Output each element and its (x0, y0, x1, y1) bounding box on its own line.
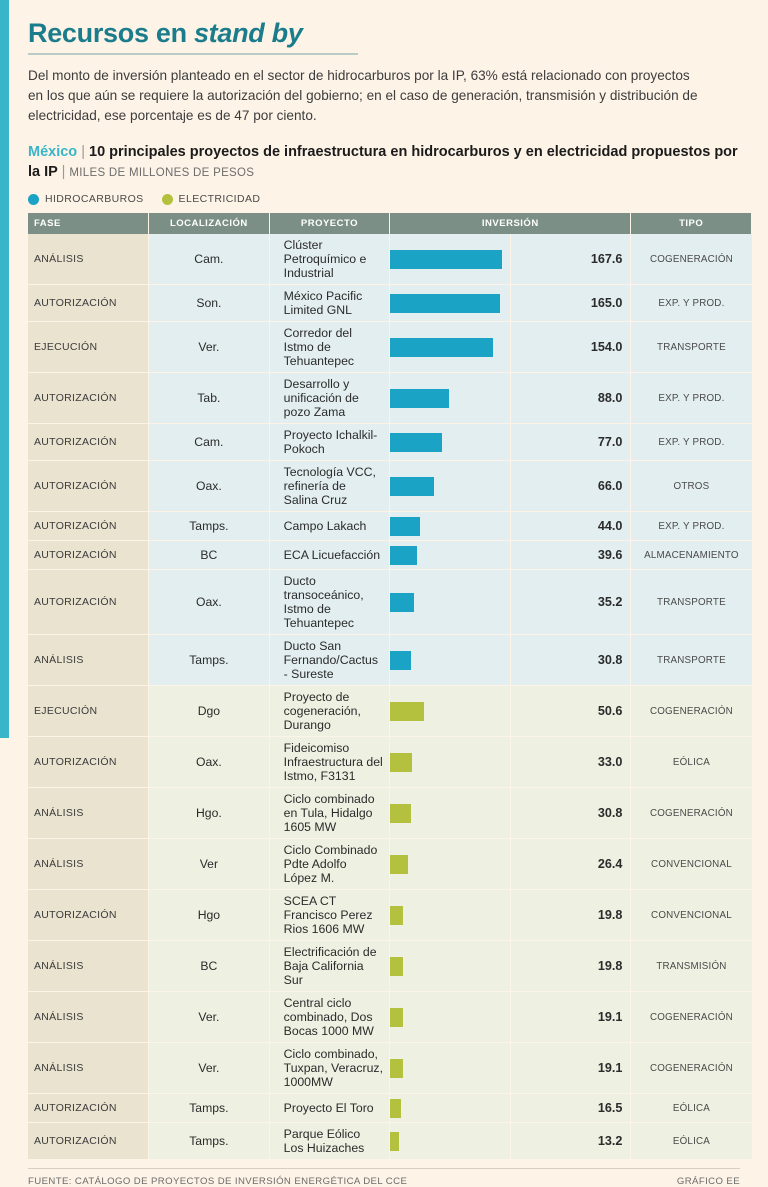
inversion-bar (390, 1059, 403, 1078)
table-row (28, 322, 752, 373)
chart-subhead (28, 142, 746, 183)
inversion-bar (390, 753, 412, 772)
cell-localizacion: Tamps. (149, 1094, 270, 1123)
cell-localizacion: BC (149, 941, 270, 992)
cell-fase: AUTORIZACIÓN (28, 570, 149, 635)
title-emphasis: stand by (193, 18, 303, 48)
cell-fase: AUTORIZACIÓN (28, 890, 149, 941)
cell-inversion-value: 39.6 (510, 541, 631, 570)
accent-bar (0, 0, 9, 738)
projects-table (28, 213, 752, 1160)
cell-inversion-bar (390, 686, 511, 737)
legend-dot-icon (28, 194, 39, 205)
cell-inversion-value: 44.0 (510, 512, 631, 541)
chart-title: 10 principales proyectos de infraestructura en hidrocarburos y en electricidad propuestos por la IP (28, 144, 738, 180)
inversion-bar (390, 906, 403, 925)
cell-inversion-bar (390, 1094, 511, 1123)
cell-localizacion: Son. (149, 285, 270, 322)
cell-localizacion: Hgo. (149, 788, 270, 839)
cell-fase: ANÁLISIS (28, 788, 149, 839)
chart-legend (28, 193, 746, 205)
cell-inversion-bar (390, 373, 511, 424)
table-body (28, 234, 752, 1160)
cell-tipo: TRANSPORTE (631, 635, 752, 686)
legend-dot-icon (162, 194, 173, 205)
column-header-fase: FASE (28, 213, 149, 234)
title-text: Recursos en (28, 18, 194, 48)
cell-localizacion: Ver. (149, 992, 270, 1043)
cell-fase: AUTORIZACIÓN (28, 1094, 149, 1123)
cell-inversion-bar (390, 285, 511, 322)
cell-localizacion: Tamps. (149, 635, 270, 686)
table-row (28, 461, 752, 512)
cell-tipo: EXP. Y PROD. (631, 512, 752, 541)
cell-inversion-bar (390, 512, 511, 541)
table-header-row (28, 213, 752, 234)
cell-tipo: EÓLICA (631, 1094, 752, 1123)
inversion-bar (390, 702, 424, 721)
table-row (28, 890, 752, 941)
table-row (28, 373, 752, 424)
inversion-bar (390, 477, 434, 496)
cell-inversion-bar (390, 737, 511, 788)
cell-tipo: ALMACENAMIENTO (631, 541, 752, 570)
deck-paragraph: Del monto de inversión planteado en el sector de hidrocarburos por la IP, 63% está relacionado con proyectos en los que aún se requiere la autorización del gobierno; en el caso de generación, transmisión y distribución de electricidad, ese porcentaje es de 47 por ciento. (28, 68, 698, 123)
cell-proyecto: Tecnología VCC, refinería de Salina Cruz (269, 461, 390, 512)
source-note: FUENTE: CATÁLOGO DE PROYECTOS DE INVERSIÓN ENERGÉTICA DEL CCE (28, 1176, 408, 1187)
cell-localizacion: Cam. (149, 234, 270, 285)
legend-label: ELECTRICIDAD (178, 193, 261, 205)
inversion-bar (390, 433, 441, 452)
inversion-bar (390, 855, 408, 874)
cell-inversion-bar (390, 839, 511, 890)
cell-localizacion: BC (149, 541, 270, 570)
cell-inversion-value: 19.1 (510, 992, 631, 1043)
chart-units: MILES DE MILLONES DE PESOS (69, 167, 255, 179)
cell-tipo: OTROS (631, 461, 752, 512)
cell-tipo: TRANSPORTE (631, 322, 752, 373)
cell-inversion-bar (390, 941, 511, 992)
cell-proyecto: Ducto San Fernando/Cactus - Sureste (269, 635, 390, 686)
inversion-bar (390, 1132, 399, 1151)
cell-inversion-value: 19.1 (510, 1043, 631, 1094)
table-row (28, 635, 752, 686)
inversion-bar (390, 517, 419, 536)
cell-proyecto: Ducto transoceánico, Istmo de Tehuantepec (269, 570, 390, 635)
cell-tipo: CONVENCIONAL (631, 890, 752, 941)
cell-inversion-bar (390, 992, 511, 1043)
inversion-bar (390, 1008, 403, 1027)
cell-fase: ANÁLISIS (28, 635, 149, 686)
cell-tipo: EXP. Y PROD. (631, 285, 752, 322)
cell-localizacion: Dgo (149, 686, 270, 737)
table-row (28, 941, 752, 992)
cell-proyecto: Proyecto de cogeneración, Durango (269, 686, 390, 737)
cell-tipo: COGENERACIÓN (631, 686, 752, 737)
cell-proyecto: Electrificación de Baja California Sur (269, 941, 390, 992)
cell-inversion-value: 19.8 (510, 890, 631, 941)
cell-inversion-bar (390, 424, 511, 461)
inversion-bar (390, 338, 493, 357)
cell-inversion-value: 30.8 (510, 635, 631, 686)
cell-proyecto: Parque Eólico Los Huizaches (269, 1123, 390, 1160)
cell-proyecto: Proyecto El Toro (269, 1094, 390, 1123)
inversion-bar (390, 389, 449, 408)
table-head (28, 213, 752, 234)
cell-inversion-bar (390, 635, 511, 686)
column-header-inversion: INVERSIÓN (390, 213, 631, 234)
table-row (28, 839, 752, 890)
cell-localizacion: Ver (149, 839, 270, 890)
cell-localizacion: Hgo (149, 890, 270, 941)
cell-localizacion: Tab. (149, 373, 270, 424)
inversion-bar (390, 593, 414, 612)
cell-inversion-bar (390, 234, 511, 285)
cell-inversion-value: 16.5 (510, 1094, 631, 1123)
cell-localizacion: Ver. (149, 1043, 270, 1094)
cell-proyecto: Ciclo combinado, Tuxpan, Veracruz, 1000MW (269, 1043, 390, 1094)
credit-note: GRÁFICO EE (676, 1176, 740, 1187)
table-row (28, 234, 752, 285)
cell-proyecto: Proyecto Ichalkil-Pokoch (269, 424, 390, 461)
cell-localizacion: Oax. (149, 461, 270, 512)
cell-fase: ANÁLISIS (28, 839, 149, 890)
inversion-bar (390, 957, 403, 976)
cell-proyecto: México Pacific Limited GNL (269, 285, 390, 322)
subhead-separator: | (81, 144, 85, 160)
cell-inversion-value: 13.2 (510, 1123, 631, 1160)
cell-inversion-value: 33.0 (510, 737, 631, 788)
cell-inversion-bar (390, 788, 511, 839)
table-row (28, 541, 752, 570)
cell-inversion-value: 165.0 (510, 285, 631, 322)
cell-inversion-value: 77.0 (510, 424, 631, 461)
table-row (28, 424, 752, 461)
cell-proyecto: Ciclo combinado en Tula, Hidalgo 1605 MW (269, 788, 390, 839)
cell-tipo: TRANSMISIÓN (631, 941, 752, 992)
cell-proyecto: Desarrollo y unificación de pozo Zama (269, 373, 390, 424)
cell-fase: ANÁLISIS (28, 234, 149, 285)
cell-tipo: EXP. Y PROD. (631, 373, 752, 424)
cell-inversion-bar (390, 890, 511, 941)
cell-tipo: COGENERACIÓN (631, 234, 752, 285)
cell-proyecto: Fideicomiso Infraestructura del Istmo, F3131 (269, 737, 390, 788)
table-row (28, 1043, 752, 1094)
column-header-tipo: TIPO (631, 213, 752, 234)
cell-tipo: EXP. Y PROD. (631, 424, 752, 461)
units-separator: | (61, 164, 66, 180)
cell-tipo: TRANSPORTE (631, 570, 752, 635)
cell-localizacion: Ver. (149, 322, 270, 373)
cell-fase: AUTORIZACIÓN (28, 1123, 149, 1160)
cell-tipo: EÓLICA (631, 737, 752, 788)
column-header-localizacion: LOCALIZACIÓN (149, 213, 270, 234)
cell-localizacion: Tamps. (149, 1123, 270, 1160)
table-row (28, 512, 752, 541)
cell-inversion-value: 154.0 (510, 322, 631, 373)
cell-fase: EJECUCIÓN (28, 322, 149, 373)
cell-inversion-value: 66.0 (510, 461, 631, 512)
cell-proyecto: Campo Lakach (269, 512, 390, 541)
cell-fase: ANÁLISIS (28, 941, 149, 992)
cell-fase: AUTORIZACIÓN (28, 424, 149, 461)
cell-inversion-bar (390, 322, 511, 373)
cell-tipo: CONVENCIONAL (631, 839, 752, 890)
table-row (28, 788, 752, 839)
cell-localizacion: Tamps. (149, 512, 270, 541)
inversion-bar (390, 546, 416, 565)
cell-inversion-value: 35.2 (510, 570, 631, 635)
column-header-proyecto: PROYECTO (269, 213, 390, 234)
table-row (28, 737, 752, 788)
cell-proyecto: Clúster Petroquímico e Industrial (269, 234, 390, 285)
cell-fase: AUTORIZACIÓN (28, 512, 149, 541)
legend-item-hidrocarburos (28, 193, 144, 205)
table-row (28, 285, 752, 322)
cell-inversion-bar (390, 1123, 511, 1160)
cell-inversion-bar (390, 1043, 511, 1094)
cell-fase: AUTORIZACIÓN (28, 541, 149, 570)
country-label: México (28, 144, 78, 160)
cell-proyecto: SCEA CT Francisco Perez Rios 1606 MW (269, 890, 390, 941)
table-row (28, 1094, 752, 1123)
page-title (28, 18, 358, 55)
cell-tipo: EÓLICA (631, 1123, 752, 1160)
cell-inversion-bar (390, 541, 511, 570)
cell-localizacion: Oax. (149, 737, 270, 788)
cell-inversion-value: 50.6 (510, 686, 631, 737)
cell-tipo: COGENERACIÓN (631, 788, 752, 839)
chart-footer (28, 1168, 740, 1187)
inversion-bar (390, 250, 502, 269)
cell-localizacion: Oax. (149, 570, 270, 635)
cell-inversion-bar (390, 461, 511, 512)
cell-fase: AUTORIZACIÓN (28, 285, 149, 322)
cell-proyecto: Corredor del Istmo de Tehuantepec (269, 322, 390, 373)
cell-tipo: COGENERACIÓN (631, 1043, 752, 1094)
inversion-bar (390, 294, 500, 313)
cell-inversion-value: 30.8 (510, 788, 631, 839)
table-row (28, 992, 752, 1043)
cell-inversion-value: 19.8 (510, 941, 631, 992)
cell-tipo: COGENERACIÓN (631, 992, 752, 1043)
cell-fase: ANÁLISIS (28, 992, 149, 1043)
cell-inversion-bar (390, 570, 511, 635)
cell-fase: ANÁLISIS (28, 1043, 149, 1094)
inversion-bar (390, 804, 411, 823)
cell-proyecto: Central ciclo combinado, Dos Bocas 1000 MW (269, 992, 390, 1043)
cell-inversion-value: 88.0 (510, 373, 631, 424)
cell-fase: AUTORIZACIÓN (28, 373, 149, 424)
cell-proyecto: ECA Licuefacción (269, 541, 390, 570)
cell-fase: AUTORIZACIÓN (28, 737, 149, 788)
inversion-bar (390, 651, 411, 670)
cell-inversion-value: 26.4 (510, 839, 631, 890)
legend-label: HIDROCARBUROS (45, 193, 144, 205)
table-row (28, 570, 752, 635)
inversion-bar (390, 1099, 401, 1118)
cell-proyecto: Ciclo Combinado Pdte Adolfo López M. (269, 839, 390, 890)
table-row (28, 686, 752, 737)
table-row (28, 1123, 752, 1160)
cell-fase: EJECUCIÓN (28, 686, 149, 737)
cell-inversion-value: 167.6 (510, 234, 631, 285)
cell-localizacion: Cam. (149, 424, 270, 461)
legend-item-electricidad (162, 193, 261, 205)
cell-fase: AUTORIZACIÓN (28, 461, 149, 512)
